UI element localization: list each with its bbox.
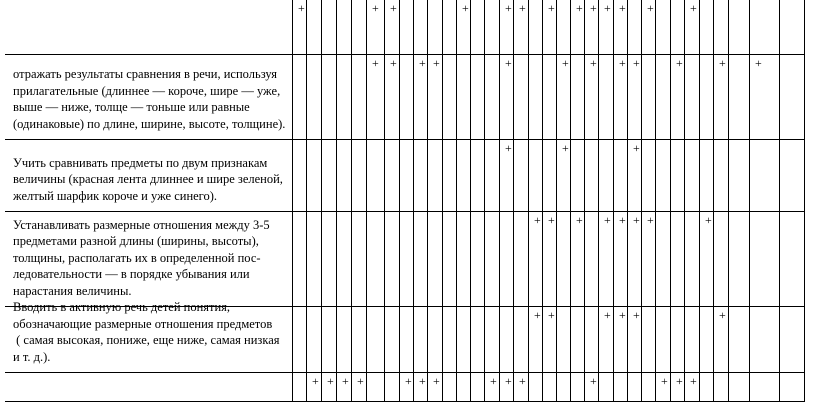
- description-cell: [5, 373, 293, 402]
- mark-cell: [714, 212, 729, 307]
- plus-mark: +: [619, 213, 626, 227]
- mark-cell: [750, 373, 780, 402]
- mark-cell: [367, 307, 385, 373]
- mark-cell: [656, 212, 671, 307]
- mark-cell: [514, 307, 529, 373]
- mark-cell: [729, 373, 750, 402]
- mark-cell: [443, 307, 457, 373]
- mark-cell: [585, 212, 599, 307]
- mark-cell: [471, 140, 485, 212]
- plus-mark: +: [419, 374, 426, 388]
- mark-cell: [322, 0, 337, 55]
- mark-cell: [337, 0, 352, 55]
- mark-cell: [780, 0, 805, 55]
- mark-cell: [443, 55, 457, 140]
- plus-mark: +: [505, 141, 512, 155]
- plus-mark: +: [719, 56, 726, 70]
- mark-cell: [599, 55, 614, 140]
- mark-cell: [656, 307, 671, 373]
- plus-mark: +: [576, 1, 583, 15]
- mark-cell: [367, 373, 385, 402]
- mark-cell: [485, 0, 500, 55]
- plus-mark: +: [433, 374, 440, 388]
- mark-cell: [385, 307, 400, 373]
- mark-cell: [428, 307, 443, 373]
- mark-cell: [428, 0, 443, 55]
- mark-cell: [599, 140, 614, 212]
- mark-cell: [729, 307, 750, 373]
- plus-mark: +: [755, 56, 762, 70]
- mark-cell: [293, 307, 307, 373]
- plus-mark: +: [372, 1, 379, 15]
- mark-cell: [457, 140, 471, 212]
- mark-cell: [571, 373, 585, 402]
- row-description: отражать результаты сравнения в речи, используя прилагательные (длиннее — короче, шире — уже, выше — ниже, толще — тоньше или равные (одинаковые) по длине, ширине, высоте, толщине).: [13, 67, 286, 131]
- plus-mark: +: [562, 56, 569, 70]
- mark-cell: [293, 373, 307, 402]
- mark-cell: [729, 212, 750, 307]
- plus-mark: +: [590, 56, 597, 70]
- mark-cell: [557, 373, 571, 402]
- mark-cell: [322, 55, 337, 140]
- plus-mark: +: [534, 308, 541, 322]
- plus-mark: +: [433, 56, 440, 70]
- mark-cell: [457, 212, 471, 307]
- plus-mark: +: [390, 56, 397, 70]
- plus-mark: +: [519, 374, 526, 388]
- mark-cell: [471, 373, 485, 402]
- mark-cell: [729, 55, 750, 140]
- mark-cell: [780, 373, 805, 402]
- mark-cell: [750, 212, 780, 307]
- plus-mark: +: [604, 213, 611, 227]
- mark-cell: [293, 212, 307, 307]
- plus-mark: +: [505, 374, 512, 388]
- plus-mark: +: [619, 56, 626, 70]
- mark-cell: [656, 55, 671, 140]
- plus-mark: +: [690, 1, 697, 15]
- mark-cell: [529, 55, 543, 140]
- mark-cell: [443, 373, 457, 402]
- plus-mark: +: [298, 1, 305, 15]
- mark-cell: [671, 0, 685, 55]
- plus-mark: +: [548, 308, 555, 322]
- mark-cell: [685, 55, 700, 140]
- row-description: Устанавливать размерные отношения между 3-5 предметами разной длины (ширины, высоты), толщины, располагать их в определенной пос- ледовательности — в порядке убывания или нарастания величины.: [13, 218, 270, 298]
- mark-cell: [642, 55, 656, 140]
- mark-cell: [307, 55, 322, 140]
- mark-cell: [322, 140, 337, 212]
- mark-cell: [714, 0, 729, 55]
- mark-cell: [307, 140, 322, 212]
- plus-mark: +: [312, 374, 319, 388]
- plus-mark: +: [357, 374, 364, 388]
- mark-cell: [571, 307, 585, 373]
- mark-cell: [656, 0, 671, 55]
- mark-cell: [599, 373, 614, 402]
- mark-cell: [471, 0, 485, 55]
- plus-mark: +: [519, 1, 526, 15]
- plus-mark: +: [619, 308, 626, 322]
- mark-cell: [400, 140, 414, 212]
- plus-mark: +: [619, 1, 626, 15]
- mark-cell: [514, 55, 529, 140]
- mark-cell: [543, 373, 557, 402]
- mark-cell: [642, 140, 656, 212]
- mark-cell: [322, 212, 337, 307]
- mark-cell: [293, 140, 307, 212]
- plus-mark: +: [647, 213, 654, 227]
- mark-cell: [557, 307, 571, 373]
- plus-mark: +: [405, 374, 412, 388]
- row-description: Учить сравнивать предметы по двум признакам величины (красная лента длиннее и шире зеленой, желтый шарфик короче и уже синего).: [13, 155, 283, 203]
- mark-cell: [367, 212, 385, 307]
- mark-cell: [543, 140, 557, 212]
- mark-cell: [352, 140, 367, 212]
- mark-cell: [485, 55, 500, 140]
- plus-mark: +: [647, 1, 654, 15]
- plus-mark: +: [534, 213, 541, 227]
- plus-mark: +: [690, 374, 697, 388]
- plus-mark: +: [419, 56, 426, 70]
- mark-cell: [671, 140, 685, 212]
- mark-cell: [671, 212, 685, 307]
- mark-cell: [471, 212, 485, 307]
- row-description: Вводить в активную речь детей понятия, обозначающие размерные отношения предметов ( самая высокая, пониже, еще ниже, самая низкая и т. д.).: [13, 300, 280, 364]
- mark-cell: [750, 0, 780, 55]
- mark-cell: [443, 212, 457, 307]
- mark-cell: [500, 212, 514, 307]
- mark-cell: [529, 373, 543, 402]
- mark-cell: [414, 212, 428, 307]
- mark-cell: [385, 212, 400, 307]
- plus-mark: +: [490, 374, 497, 388]
- mark-cell: [443, 0, 457, 55]
- mark-cell: [457, 373, 471, 402]
- mark-cell: [500, 307, 514, 373]
- mark-cell: [514, 212, 529, 307]
- mark-cell: [471, 307, 485, 373]
- mark-cell: [293, 55, 307, 140]
- plus-mark: +: [548, 213, 555, 227]
- plus-mark: +: [705, 213, 712, 227]
- mark-cell: [414, 307, 428, 373]
- mark-cell: [307, 307, 322, 373]
- mark-cell: [642, 373, 656, 402]
- mark-cell: [400, 212, 414, 307]
- mark-cell: [671, 307, 685, 373]
- mark-cell: [352, 55, 367, 140]
- mark-cell: [714, 140, 729, 212]
- mark-cell: [428, 140, 443, 212]
- plus-mark: +: [372, 56, 379, 70]
- mark-cell: [529, 0, 543, 55]
- mark-cell: [642, 307, 656, 373]
- mark-cell: [585, 307, 599, 373]
- mark-cell: [414, 0, 428, 55]
- mark-cell: [700, 140, 714, 212]
- mark-cell: [557, 0, 571, 55]
- mark-cell: [585, 140, 599, 212]
- mark-cell: [656, 140, 671, 212]
- plus-mark: +: [604, 1, 611, 15]
- mark-cell: [443, 140, 457, 212]
- mark-cell: [471, 55, 485, 140]
- mark-cell: [700, 307, 714, 373]
- mark-cell: [571, 140, 585, 212]
- mark-cell: [514, 140, 529, 212]
- plus-mark: +: [633, 141, 640, 155]
- mark-cell: [457, 55, 471, 140]
- mark-cell: [685, 140, 700, 212]
- plus-mark: +: [590, 374, 597, 388]
- mark-cell: [614, 140, 628, 212]
- mark-cell: [485, 307, 500, 373]
- plus-mark: +: [633, 308, 640, 322]
- mark-cell: [780, 140, 805, 212]
- mark-cell: [700, 0, 714, 55]
- mark-cell: [385, 140, 400, 212]
- plus-mark: +: [462, 1, 469, 15]
- plus-mark: +: [390, 1, 397, 15]
- mark-cell: [614, 373, 628, 402]
- plus-mark: +: [633, 213, 640, 227]
- plus-mark: +: [548, 1, 555, 15]
- mark-cell: [571, 55, 585, 140]
- plus-mark: +: [633, 56, 640, 70]
- mark-cell: [529, 140, 543, 212]
- mark-cell: [352, 212, 367, 307]
- plus-mark: +: [676, 56, 683, 70]
- plus-mark: +: [676, 374, 683, 388]
- plus-mark: +: [342, 374, 349, 388]
- mark-cell: [685, 212, 700, 307]
- mark-cell: [414, 140, 428, 212]
- mark-cell: [557, 212, 571, 307]
- plus-mark: +: [590, 1, 597, 15]
- mark-cell: [337, 212, 352, 307]
- mark-cell: [628, 373, 642, 402]
- mark-cell: [780, 212, 805, 307]
- mark-cell: [428, 212, 443, 307]
- mark-cell: [337, 140, 352, 212]
- mark-cell: [700, 373, 714, 402]
- plus-mark: +: [505, 56, 512, 70]
- plus-mark: +: [327, 374, 334, 388]
- mark-cell: [750, 140, 780, 212]
- plus-mark: +: [661, 374, 668, 388]
- mark-cell: [385, 373, 400, 402]
- mark-cell: [400, 307, 414, 373]
- mark-cell: [543, 55, 557, 140]
- mark-cell: [780, 55, 805, 140]
- mark-cell: [337, 307, 352, 373]
- mark-cell: [400, 55, 414, 140]
- mark-cell: [352, 307, 367, 373]
- mark-cell: [400, 0, 414, 55]
- plus-mark: +: [604, 308, 611, 322]
- plus-mark: +: [576, 213, 583, 227]
- plus-mark: +: [505, 1, 512, 15]
- mark-cell: [485, 140, 500, 212]
- mark-cell: [352, 0, 367, 55]
- mark-cell: [700, 55, 714, 140]
- mark-cell: [367, 140, 385, 212]
- mark-cell: [750, 307, 780, 373]
- mark-cell: [628, 0, 642, 55]
- mark-cell: [729, 0, 750, 55]
- mark-cell: [729, 140, 750, 212]
- description-cell: [5, 0, 293, 55]
- mark-cell: [337, 55, 352, 140]
- mark-cell: [307, 0, 322, 55]
- plus-mark: +: [719, 308, 726, 322]
- mark-cell: [780, 307, 805, 373]
- plus-mark: +: [562, 141, 569, 155]
- mark-cell: [485, 212, 500, 307]
- mark-cell: [685, 307, 700, 373]
- mark-cell: [307, 212, 322, 307]
- mark-cell: [322, 307, 337, 373]
- mark-cell: [457, 307, 471, 373]
- mark-cell: [714, 373, 729, 402]
